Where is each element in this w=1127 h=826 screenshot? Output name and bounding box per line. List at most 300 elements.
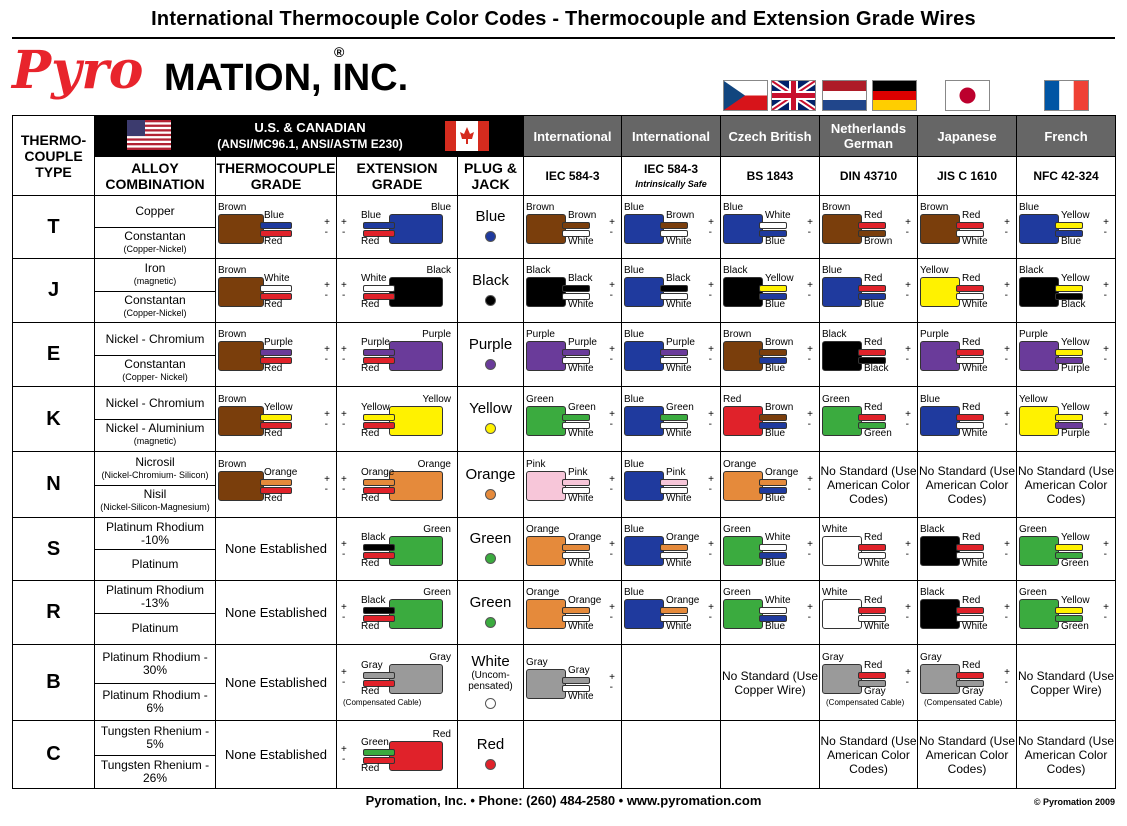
- positive-color-label: Purple: [568, 336, 597, 348]
- sheath-color-label: Black: [920, 523, 945, 535]
- plus-sign: +: [807, 538, 813, 550]
- plus-sign: +: [905, 666, 911, 678]
- country-color-code: [721, 323, 820, 387]
- country-color-code: [918, 259, 1017, 323]
- wire-diagram: [524, 519, 621, 580]
- minus-sign: -: [905, 289, 909, 301]
- negative-color-label: White: [568, 620, 594, 632]
- plus-sign: +: [324, 408, 330, 420]
- country-color-code: [918, 387, 1017, 452]
- plus-sign: +: [905, 216, 911, 228]
- wire-diagram: [820, 519, 917, 580]
- alloy-combination: [95, 452, 216, 518]
- country-color-code: [721, 452, 820, 518]
- positive-color-label: Orange: [264, 466, 298, 478]
- minus-sign: -: [609, 548, 613, 560]
- no-standard: No Standard (Use American Color Codes): [820, 733, 917, 776]
- positive-color-label: Yellow: [1061, 272, 1090, 284]
- logo-mation: MATION, INC.: [164, 57, 409, 99]
- wire-diagram: [524, 582, 621, 644]
- header-netherlands-german: Netherlands German: [820, 116, 918, 157]
- positive-conductor: [759, 607, 787, 614]
- alloy-bot-label: Platinum: [131, 557, 179, 571]
- plus-sign: +: [324, 279, 330, 291]
- negative-color-label: Red: [264, 427, 283, 439]
- country-color-code: [918, 452, 1017, 518]
- country-color-code: [1017, 323, 1116, 387]
- canada-flag-icon: [445, 121, 489, 151]
- alloy-combination: [95, 518, 216, 581]
- uk-flag-icon: [771, 80, 816, 111]
- none-established: None Established: [225, 604, 327, 620]
- alloy-combination: [95, 196, 216, 259]
- country-color-code: [1017, 721, 1116, 789]
- wire-sheath: [389, 471, 443, 501]
- negative-color-label: Purple: [1061, 427, 1090, 439]
- positive-color-label: Pink: [568, 466, 588, 478]
- wire-sheath: [822, 599, 862, 629]
- wire-sheath: [218, 277, 264, 307]
- country-color-code: [820, 721, 918, 789]
- nl-standard: DIN 43710: [839, 169, 898, 183]
- positive-color-label: Red: [962, 272, 981, 284]
- wire-diagram: [622, 260, 720, 322]
- wire-sheath: [218, 471, 264, 501]
- sheath-color-label: Orange: [417, 458, 451, 470]
- country-color-code: [622, 721, 721, 789]
- plug-color-label: Yellow: [469, 400, 512, 417]
- sheath-color-label: Black: [723, 264, 748, 276]
- negative-color-label: Gray: [864, 685, 886, 697]
- minus-sign: -: [708, 226, 712, 238]
- negative-color-label: White: [666, 492, 692, 504]
- negative-color-label: White: [962, 620, 988, 632]
- alloy-top-label: Platinum Rhodium - 30%: [102, 650, 208, 677]
- sheath-color-label: Green: [1019, 586, 1047, 598]
- country-color-code: [918, 196, 1017, 259]
- thermocouple-type: J: [13, 259, 95, 323]
- negative-color-label: White: [962, 557, 988, 569]
- copyright: © Pyromation 2009: [1033, 797, 1115, 807]
- sheath-color-label: Yellow: [422, 393, 451, 405]
- wire-diagram: [216, 260, 336, 322]
- jp-standard: JIS C 1610: [936, 169, 998, 183]
- country-color-code: [820, 259, 918, 323]
- negative-color-label: Red: [264, 362, 283, 374]
- header-intl-1-std: [524, 157, 622, 196]
- wire-sheath: [624, 341, 664, 371]
- wire-diagram: [216, 388, 336, 451]
- plus-sign: +: [1103, 601, 1109, 613]
- thermocouple-type: T: [13, 196, 95, 259]
- sheath-color-label: Red: [432, 728, 451, 740]
- wire-diagram: [918, 324, 1016, 386]
- wire-sheath: [526, 406, 566, 436]
- plug-jack: [458, 721, 524, 789]
- minus-sign: -: [342, 548, 346, 560]
- positive-color-label: Orange: [568, 594, 602, 606]
- plus-sign: +: [1103, 538, 1109, 550]
- positive-conductor: [562, 677, 590, 684]
- wire-sheath: [723, 599, 763, 629]
- plus-sign: +: [1004, 538, 1010, 550]
- thermocouple-type: K: [13, 387, 95, 452]
- plus-sign: +: [708, 279, 714, 291]
- positive-conductor: [363, 285, 395, 292]
- minus-sign: -: [609, 226, 613, 238]
- wire-sheath: [624, 406, 664, 436]
- thermocouple-grade: [216, 452, 337, 518]
- wire-diagram: [524, 324, 621, 386]
- wire-sheath: [526, 341, 566, 371]
- extension-grade: [337, 452, 458, 518]
- plug-color-dot-icon: [485, 759, 496, 770]
- wire-diagram: [524, 197, 621, 258]
- header-french: French: [1017, 116, 1116, 157]
- thermocouple-grade: [216, 196, 337, 259]
- extension-grade: [337, 259, 458, 323]
- plug-color-dot-icon: [485, 423, 496, 434]
- minus-sign: -: [609, 483, 613, 495]
- country-color-code: [721, 387, 820, 452]
- wire-diagram: [820, 197, 917, 258]
- country-color-code: [918, 323, 1017, 387]
- wire-sheath: [624, 214, 664, 244]
- minus-sign: -: [1004, 226, 1008, 238]
- wire-diagram: [721, 260, 819, 322]
- sheath-color-label: Brown: [218, 393, 247, 405]
- positive-conductor: [363, 672, 395, 679]
- alloy-bot-sub: (magnetic): [133, 436, 177, 446]
- positive-color-label: Orange: [666, 594, 700, 606]
- positive-conductor: [956, 222, 984, 229]
- minus-sign: -: [324, 226, 328, 238]
- positive-color-label: Purple: [666, 336, 695, 348]
- negative-color-label: Red: [264, 298, 283, 310]
- minus-sign: -: [342, 611, 346, 623]
- alloy-bot-label: Platinum Rhodium - 6%: [102, 687, 208, 715]
- plug-color-dot-icon: [485, 617, 496, 628]
- logo-registered: ®: [334, 44, 345, 60]
- extension-grade: [337, 645, 458, 721]
- wire-sheath: [920, 406, 960, 436]
- plug-jack: [458, 518, 524, 581]
- plug-jack: [458, 259, 524, 323]
- minus-sign: -: [807, 289, 811, 301]
- country-color-code: [524, 259, 622, 323]
- sheath-color-label: Yellow: [920, 264, 949, 276]
- minus-sign: -: [905, 611, 909, 623]
- negative-color-label: Green: [1061, 557, 1089, 569]
- sheath-color-label: Green: [526, 393, 554, 405]
- positive-color-label: Green: [568, 401, 596, 413]
- minus-sign: -: [1103, 289, 1107, 301]
- sheath-color-label: Green: [423, 586, 451, 598]
- wire-diagram: [337, 197, 457, 258]
- minus-sign: -: [807, 353, 811, 365]
- country-color-code: [721, 518, 820, 581]
- wire-diagram: [918, 197, 1016, 258]
- positive-color-label: Yellow: [361, 401, 390, 413]
- wire-diagram: [721, 197, 819, 258]
- minus-sign: -: [1004, 548, 1008, 560]
- negative-color-label: Red: [361, 620, 380, 632]
- alloy-top-label: Nickel - Chromium: [105, 331, 205, 346]
- wire-diagram: [820, 324, 917, 386]
- sheath-color-label: Gray: [822, 651, 844, 663]
- country-color-code: [721, 721, 820, 789]
- positive-color-label: Yellow: [1061, 594, 1090, 606]
- minus-sign: -: [342, 676, 346, 688]
- alloy-positive: [95, 388, 215, 420]
- wire-diagram: [820, 582, 917, 644]
- positive-conductor: [363, 749, 395, 756]
- plus-sign: +: [1004, 601, 1010, 613]
- table-row: [13, 323, 1116, 387]
- logo-pyro: Pyro: [12, 40, 144, 101]
- plus-sign: +: [609, 216, 615, 228]
- positive-conductor: [363, 479, 395, 486]
- minus-sign: -: [609, 681, 613, 693]
- extension-grade: [337, 387, 458, 452]
- sheath-color-label: Orange: [526, 586, 560, 598]
- plus-sign: +: [1103, 408, 1109, 420]
- positive-conductor: [759, 414, 787, 421]
- minus-sign: -: [609, 353, 613, 365]
- country-color-code: [820, 323, 918, 387]
- sheath-color-label: Blue: [822, 264, 843, 276]
- wire-sheath: [1019, 341, 1059, 371]
- page-title: International Thermocouple Color Codes - Thermocouple and Extension Grade Wires: [151, 8, 976, 30]
- wire-sheath: [389, 277, 443, 307]
- sheath-color-label: Purple: [920, 328, 949, 340]
- plus-sign: +: [708, 408, 714, 420]
- us-title: U.S. & CANADIAN: [254, 120, 366, 135]
- wire-diagram: [622, 453, 720, 517]
- sheath-color-label: Brown: [218, 458, 247, 470]
- plus-sign: +: [807, 279, 813, 291]
- minus-sign: -: [1103, 418, 1107, 430]
- header-intl-2: International: [622, 116, 721, 157]
- sheath-color-label: Blue: [624, 328, 645, 340]
- wire-sheath: [389, 599, 443, 629]
- sheath-color-label: Black: [526, 264, 551, 276]
- wire-sheath: [218, 406, 264, 436]
- alloy-top-label: Nicrosil: [135, 454, 175, 469]
- header-alloy: ALLOY COMBINATION: [95, 157, 216, 196]
- alloy-negative: [95, 486, 215, 517]
- negative-color-label: White: [962, 427, 988, 439]
- wire-diagram: [721, 388, 819, 451]
- positive-conductor: [562, 349, 590, 356]
- positive-conductor: [260, 285, 292, 292]
- negative-color-label: White: [568, 427, 594, 439]
- wire-sheath: [822, 536, 862, 566]
- none-established: None Established: [225, 541, 327, 556]
- positive-color-label: Yellow: [1061, 209, 1090, 221]
- wire-sheath: [624, 471, 664, 501]
- minus-sign: -: [905, 418, 909, 430]
- plus-sign: +: [1103, 279, 1109, 291]
- positive-conductor: [660, 479, 688, 486]
- none-established: None Established: [225, 674, 327, 690]
- table-row: [13, 581, 1116, 645]
- negative-color-label: White: [568, 690, 594, 702]
- wire-sheath: [389, 341, 443, 371]
- negative-color-label: Red: [361, 762, 380, 774]
- positive-color-label: Green: [361, 736, 389, 748]
- wire-sheath: [389, 214, 443, 244]
- plus-sign: +: [341, 279, 347, 291]
- wire-diagram: [216, 324, 336, 386]
- positive-color-label: Black: [666, 272, 691, 284]
- germany-flag-icon: [872, 80, 917, 111]
- plus-sign: +: [341, 343, 347, 355]
- intl-1-standard: IEC 584-3: [545, 169, 600, 183]
- alloy-negative: [95, 684, 215, 720]
- minus-sign: -: [708, 353, 712, 365]
- sheath-color-label: Brown: [822, 201, 851, 213]
- positive-conductor: [363, 222, 395, 229]
- wire-diagram: [216, 197, 336, 258]
- minus-sign: -: [708, 418, 712, 430]
- minus-sign: -: [807, 611, 811, 623]
- sheath-color-label: Green: [423, 523, 451, 535]
- positive-color-label: Red: [962, 659, 981, 671]
- alloy-positive: [95, 260, 215, 292]
- wire-sheath: [822, 664, 862, 694]
- minus-sign: -: [1004, 353, 1008, 365]
- wire-diagram: [721, 324, 819, 386]
- alloy-bot-label: Constantan: [124, 356, 186, 371]
- positive-color-label: Brown: [568, 209, 597, 221]
- minus-sign: -: [1004, 418, 1008, 430]
- positive-color-label: Green: [666, 401, 694, 413]
- alloy-positive: [95, 453, 215, 486]
- positive-conductor: [759, 349, 787, 356]
- wire-sheath: [723, 471, 763, 501]
- plug-color-dot-icon: [485, 295, 496, 306]
- header-fr-std: [1017, 157, 1116, 196]
- plug-color-label: Green: [469, 593, 512, 611]
- positive-color-label: Yellow: [1061, 531, 1090, 543]
- positive-color-label: Red: [962, 401, 981, 413]
- intl-2-standard: IEC 584-3: [643, 162, 699, 176]
- minus-sign: -: [807, 483, 811, 495]
- country-color-code: [524, 196, 622, 259]
- alloy-negative: [95, 550, 215, 580]
- plus-sign: +: [609, 671, 615, 683]
- positive-conductor: [956, 414, 984, 421]
- negative-color-label: White: [864, 620, 890, 632]
- country-color-code: [622, 518, 721, 581]
- positive-conductor: [759, 285, 787, 292]
- sheath-color-label: Purple: [422, 328, 451, 340]
- positive-conductor: [660, 544, 688, 551]
- sheath-color-label: White: [822, 523, 848, 535]
- negative-color-label: Green: [1061, 620, 1089, 632]
- wire-diagram: [622, 582, 720, 644]
- positive-conductor: [759, 544, 787, 551]
- plus-sign: +: [807, 601, 813, 613]
- plug-color-dot-icon: [485, 489, 496, 500]
- extension-grade: [337, 196, 458, 259]
- positive-color-label: Orange: [666, 531, 700, 543]
- no-standard: No Standard (Use American Color Codes): [918, 733, 1016, 776]
- positive-conductor: [562, 222, 590, 229]
- plug-sub: (Uncom-pensated): [468, 669, 513, 692]
- plug-jack: [458, 387, 524, 452]
- sheath-color-label: Black: [822, 328, 847, 340]
- sheath-color-label: Brown: [218, 264, 247, 276]
- thermocouple-grade: [216, 518, 337, 581]
- country-color-code: [1017, 387, 1116, 452]
- country-color-code: [622, 645, 721, 721]
- positive-color-label: Brown: [666, 209, 695, 221]
- plus-sign: +: [1103, 343, 1109, 355]
- negative-color-label: Red: [264, 492, 283, 504]
- alloy-bot-label: Constantan: [124, 228, 186, 243]
- country-color-code: [524, 452, 622, 518]
- positive-conductor: [660, 222, 688, 229]
- wire-diagram: [1017, 582, 1115, 644]
- wire-sheath: [389, 664, 443, 694]
- wire-diagram: [918, 388, 1016, 451]
- wire-sheath: [920, 599, 960, 629]
- netherlands-flag-icon: [822, 80, 867, 111]
- country-color-code: [524, 323, 622, 387]
- country-color-code: [918, 721, 1017, 789]
- minus-sign: -: [708, 483, 712, 495]
- country-color-code: [1017, 581, 1116, 645]
- czech-flag-icon: [723, 80, 768, 111]
- negative-color-label: White: [568, 298, 594, 310]
- minus-sign: -: [1103, 353, 1107, 365]
- sheath-color-label: White: [822, 586, 848, 598]
- positive-conductor: [660, 349, 688, 356]
- positive-color-label: Brown: [765, 401, 794, 413]
- sheath-color-label: Blue: [624, 201, 645, 213]
- plus-sign: +: [341, 601, 347, 613]
- minus-sign: -: [342, 353, 346, 365]
- alloy-positive: [95, 582, 215, 614]
- thermocouple-grade: [216, 323, 337, 387]
- alloy-combination: [95, 387, 216, 452]
- minus-sign: -: [324, 483, 328, 495]
- positive-color-label: Orange: [765, 466, 799, 478]
- alloy-combination: [95, 721, 216, 789]
- thermocouple-grade: [216, 645, 337, 721]
- country-color-code: [1017, 645, 1116, 721]
- positive-conductor: [562, 414, 590, 421]
- positive-conductor: [562, 479, 590, 486]
- wire-sheath: [920, 277, 960, 307]
- country-color-code: [820, 196, 918, 259]
- negative-color-label: White: [666, 235, 692, 247]
- positive-conductor: [759, 222, 787, 229]
- minus-sign: -: [905, 548, 909, 560]
- wire-sheath: [1019, 277, 1059, 307]
- wire-diagram: [337, 453, 457, 517]
- country-color-code: [524, 721, 622, 789]
- sheath-color-label: Gray: [920, 651, 942, 663]
- country-color-code: [1017, 452, 1116, 518]
- country-color-code: [721, 196, 820, 259]
- country-color-code: [721, 581, 820, 645]
- positive-conductor: [858, 285, 886, 292]
- japan-flag-icon: [945, 80, 990, 111]
- wire-sheath: [1019, 599, 1059, 629]
